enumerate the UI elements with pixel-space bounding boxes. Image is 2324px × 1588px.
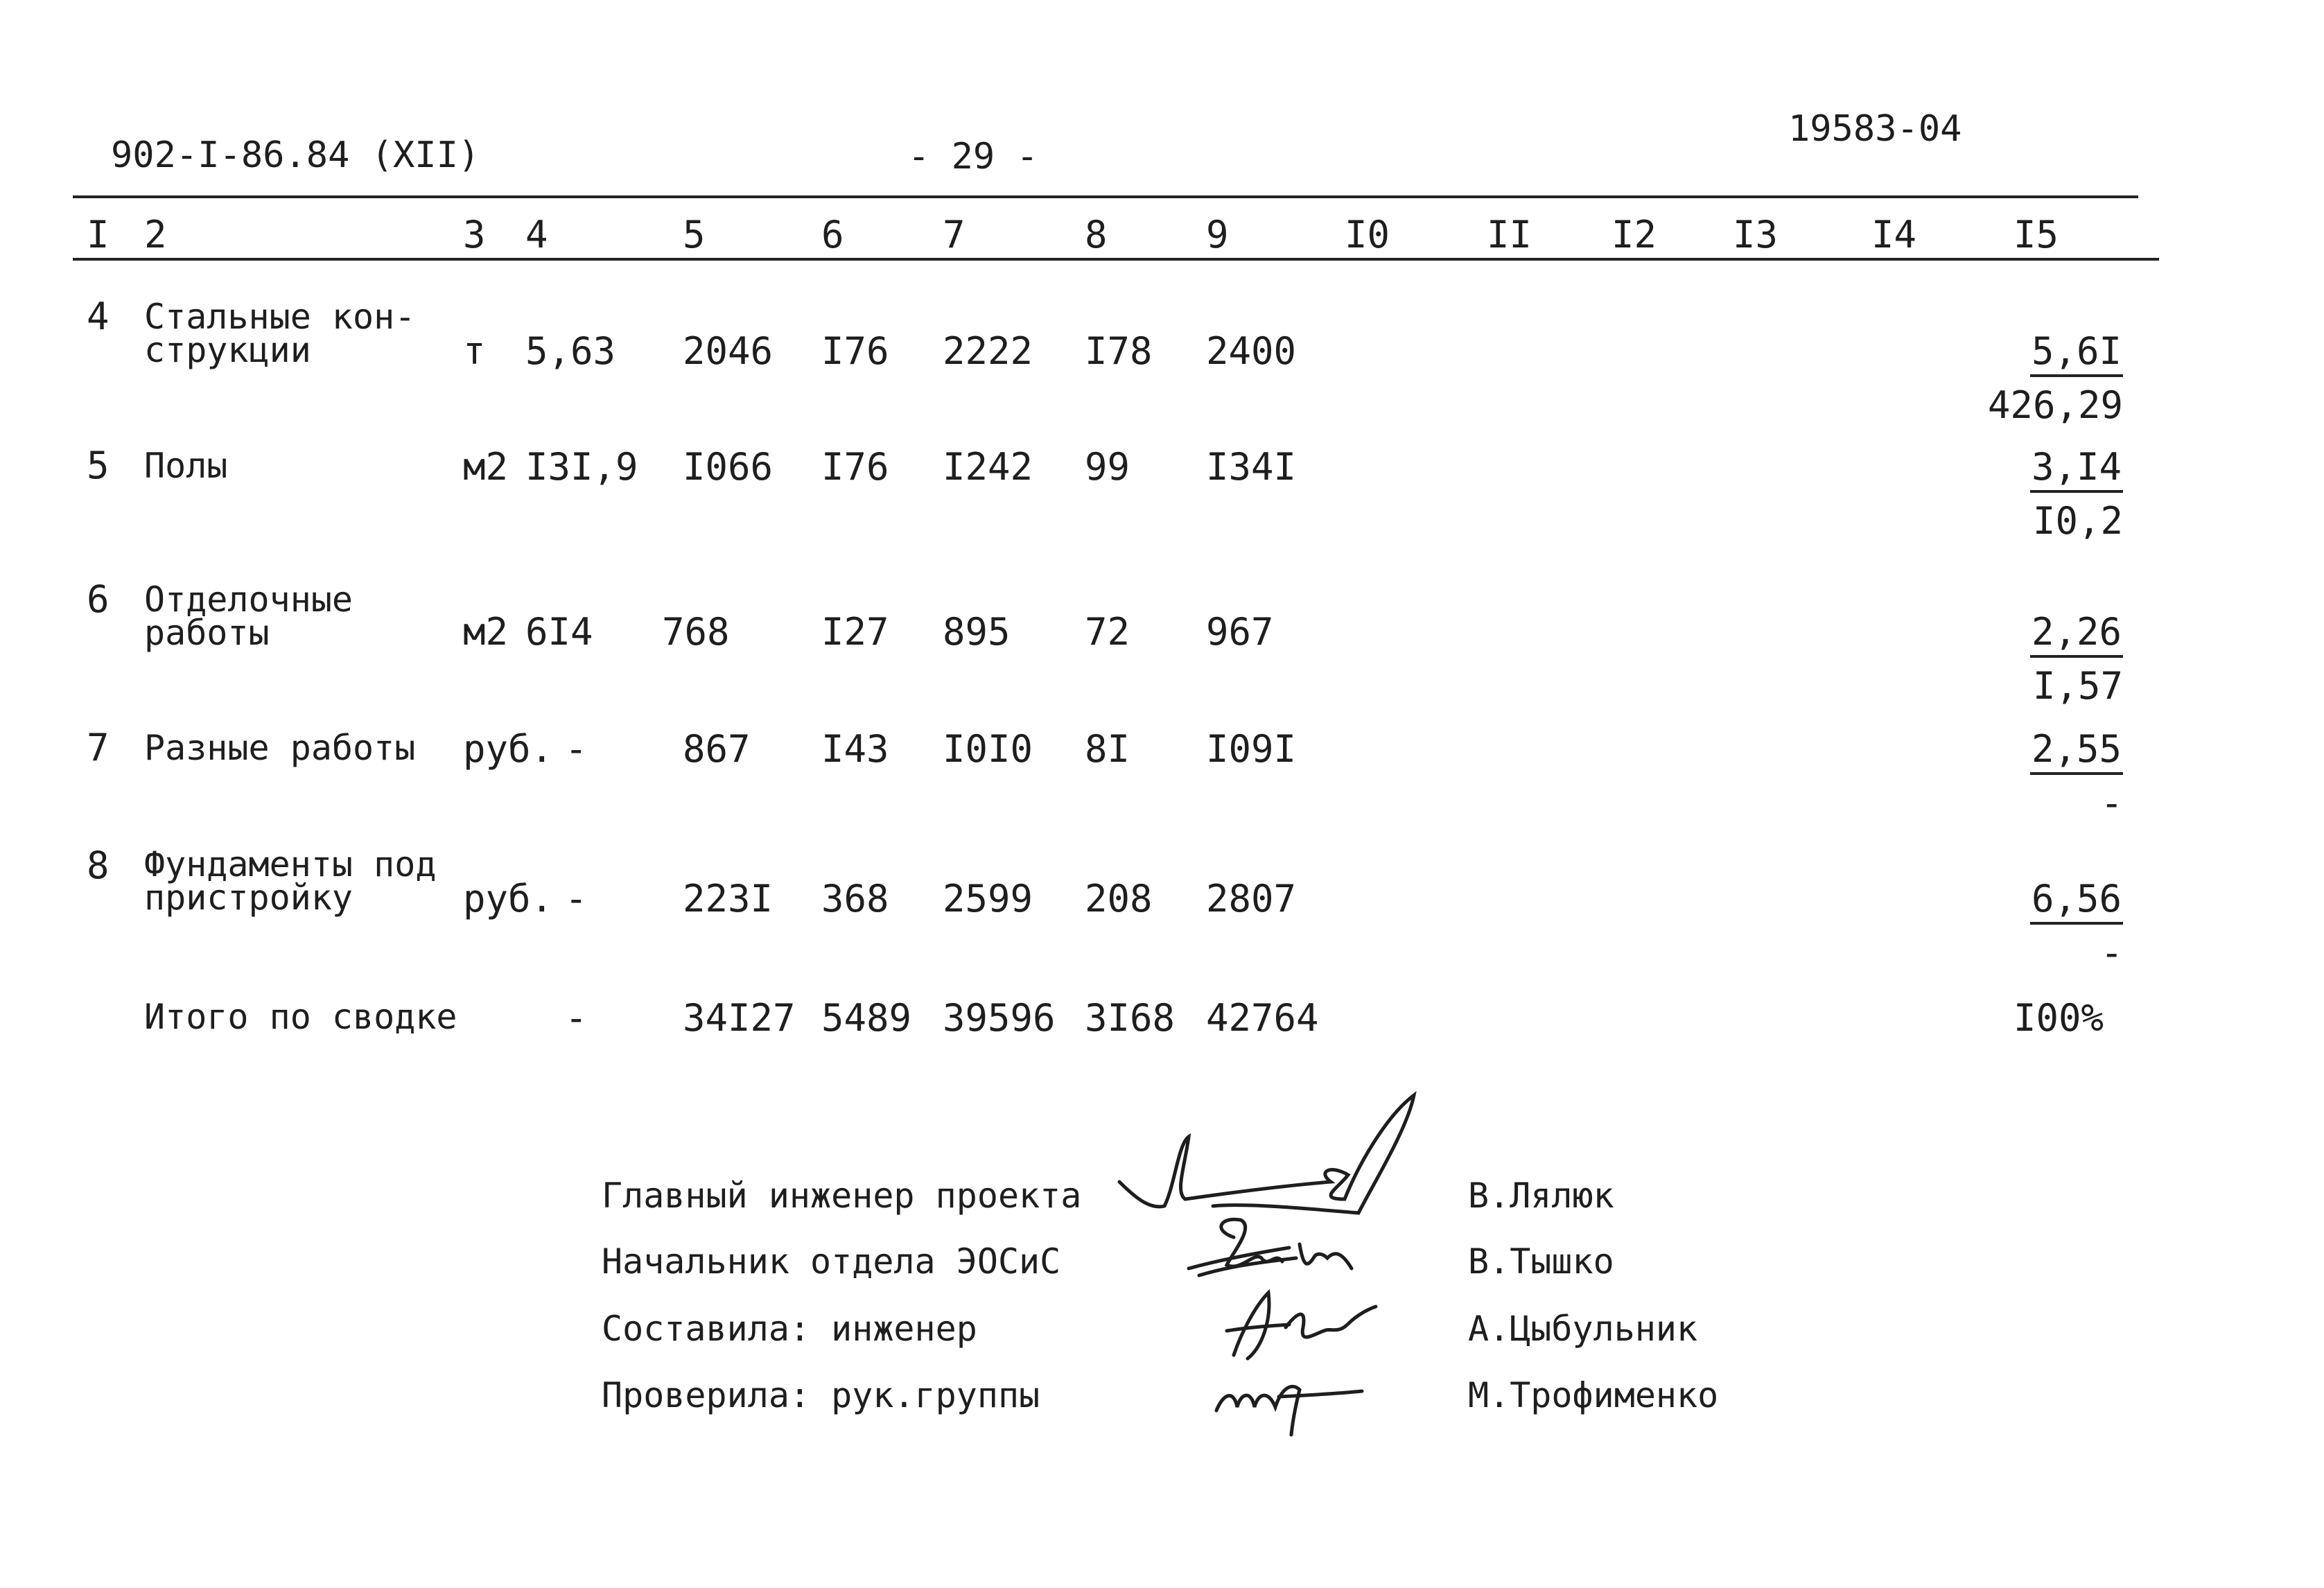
row-col7: 895 [943,610,1011,654]
row-col8: 8I [1085,727,1130,771]
table-top-rule [73,195,2138,198]
row-col7: 2599 [943,877,1033,920]
page-number: - 29 - [908,136,1038,177]
fraction-denominator: - [2100,781,2123,825]
row-col5: 2046 [683,329,774,373]
col-header-4: 4 [525,213,548,256]
signer-name: А.Цыбульник [1468,1309,1698,1349]
row-unit: м2 [463,610,509,654]
document-code: 902-I-86.84 (XII) [111,134,480,176]
row-number: 6 [87,577,110,621]
row-quantity: I3I,9 [525,445,638,489]
row-number: 5 [87,444,110,487]
signature-mark-group-lead [1209,1355,1369,1438]
row-quantity: 5,63 [525,329,616,373]
row-name-line2: работы [144,613,270,653]
archive-number: 19583-04 [1788,108,1962,150]
total-col7: 39596 [943,996,1056,1040]
row-col6: I76 [821,445,889,489]
row-quantity: - [565,727,588,771]
signature-mark-department-head [1185,1210,1365,1286]
row-number: 8 [87,844,110,887]
row-col6: I43 [821,727,889,771]
col-header-11: II [1487,213,1532,256]
col-header-8: 8 [1085,213,1108,256]
row-name-line1: Полы [144,446,228,486]
row-quantity: 6I4 [525,610,593,654]
row-name-line1: Фундаменты под [144,844,437,884]
fraction-denominator: 426,29 [1987,383,2123,427]
row-unit: м2 [463,445,509,489]
row-unit: т [463,329,486,373]
total-label: Итого по сводке [144,997,457,1037]
fraction-numerator: 5,6I [2030,333,2123,377]
total-col6: 5489 [821,996,912,1040]
col-header-15: I5 [2013,213,2059,256]
row-col15-fraction [2030,877,2123,975]
row-quantity: - [565,877,588,920]
row-col6: I27 [821,610,889,654]
col-header-10: I0 [1345,213,1390,256]
signer-role: Составила: инженер [602,1309,977,1349]
row-col15-fraction [2030,727,2123,825]
row-col5: 867 [683,727,751,771]
total-quantity: - [565,996,588,1040]
col-header-13: I3 [1733,213,1779,256]
row-name-line2: пристройку [144,878,353,918]
row-col8: 99 [1085,445,1130,489]
row-col15-fraction [2030,610,2123,708]
col-header-7: 7 [943,213,966,256]
row-col9: I09I [1206,727,1297,771]
total-col8: 3I68 [1085,996,1176,1040]
row-col15-fraction [2030,445,2123,543]
col-header-3: 3 [463,213,486,256]
signature-mark-chief-engineer [1109,1088,1428,1227]
row-unit: руб. [463,727,554,771]
row-col9: I34I [1206,445,1297,489]
row-col7: I242 [943,445,1033,489]
col-header-9: 9 [1206,213,1229,256]
row-col9: 2400 [1206,329,1297,373]
signer-role: Проверила: рук.группы [602,1375,1040,1415]
fraction-denominator: I0,2 [2032,499,2123,543]
row-col5: 223I [683,877,774,920]
row-col7: 2222 [943,329,1033,373]
signer-role: Начальник отдела ЭОСиС [602,1241,1061,1282]
row-number: 7 [87,726,110,769]
total-col15: I00% [2013,996,2104,1040]
row-name-line1: Разные работы [144,728,416,768]
row-col7: I0I0 [943,727,1033,771]
fraction-numerator: 3,I4 [2030,448,2123,493]
row-col9: 2807 [1206,877,1297,920]
row-col5: I066 [683,445,774,489]
fraction-denominator: - [2100,931,2123,975]
row-col9: 967 [1206,610,1274,654]
row-col8: 208 [1085,877,1153,920]
row-col8: 72 [1085,610,1130,654]
row-col8: I78 [1085,329,1153,373]
row-name-line2: струкции [144,330,311,370]
col-header-6: 6 [821,213,844,256]
table-header-rule [73,258,2159,261]
signer-name: В.Тышко [1468,1241,1614,1282]
total-col9: 42764 [1206,996,1319,1040]
col-header-14: I4 [1871,213,1917,256]
row-number: 4 [87,295,110,338]
fraction-numerator: 6,56 [2030,880,2123,925]
signer-role: Главный инженер проекта [602,1176,1082,1216]
row-col15-fraction [1987,329,2123,427]
col-header-2: 2 [144,213,167,256]
signer-name: М.Трофименко [1468,1375,1719,1415]
row-col5: 768 [662,610,730,654]
row-name-line1: Отделочные [144,579,353,620]
signer-name: В.Лялюк [1468,1176,1614,1216]
row-col6: I76 [821,329,889,373]
row-col6: 368 [821,877,889,920]
col-header-12: I2 [1611,213,1657,256]
col-header-1: I [87,213,110,256]
col-header-5: 5 [683,213,706,256]
total-col5: 34I27 [683,996,796,1040]
fraction-denominator: I,57 [2032,664,2123,708]
fraction-numerator: 2,26 [2030,613,2123,658]
row-unit: руб. [463,877,554,920]
row-name-line1: Стальные кон- [144,297,416,337]
fraction-numerator: 2,55 [2030,731,2123,775]
